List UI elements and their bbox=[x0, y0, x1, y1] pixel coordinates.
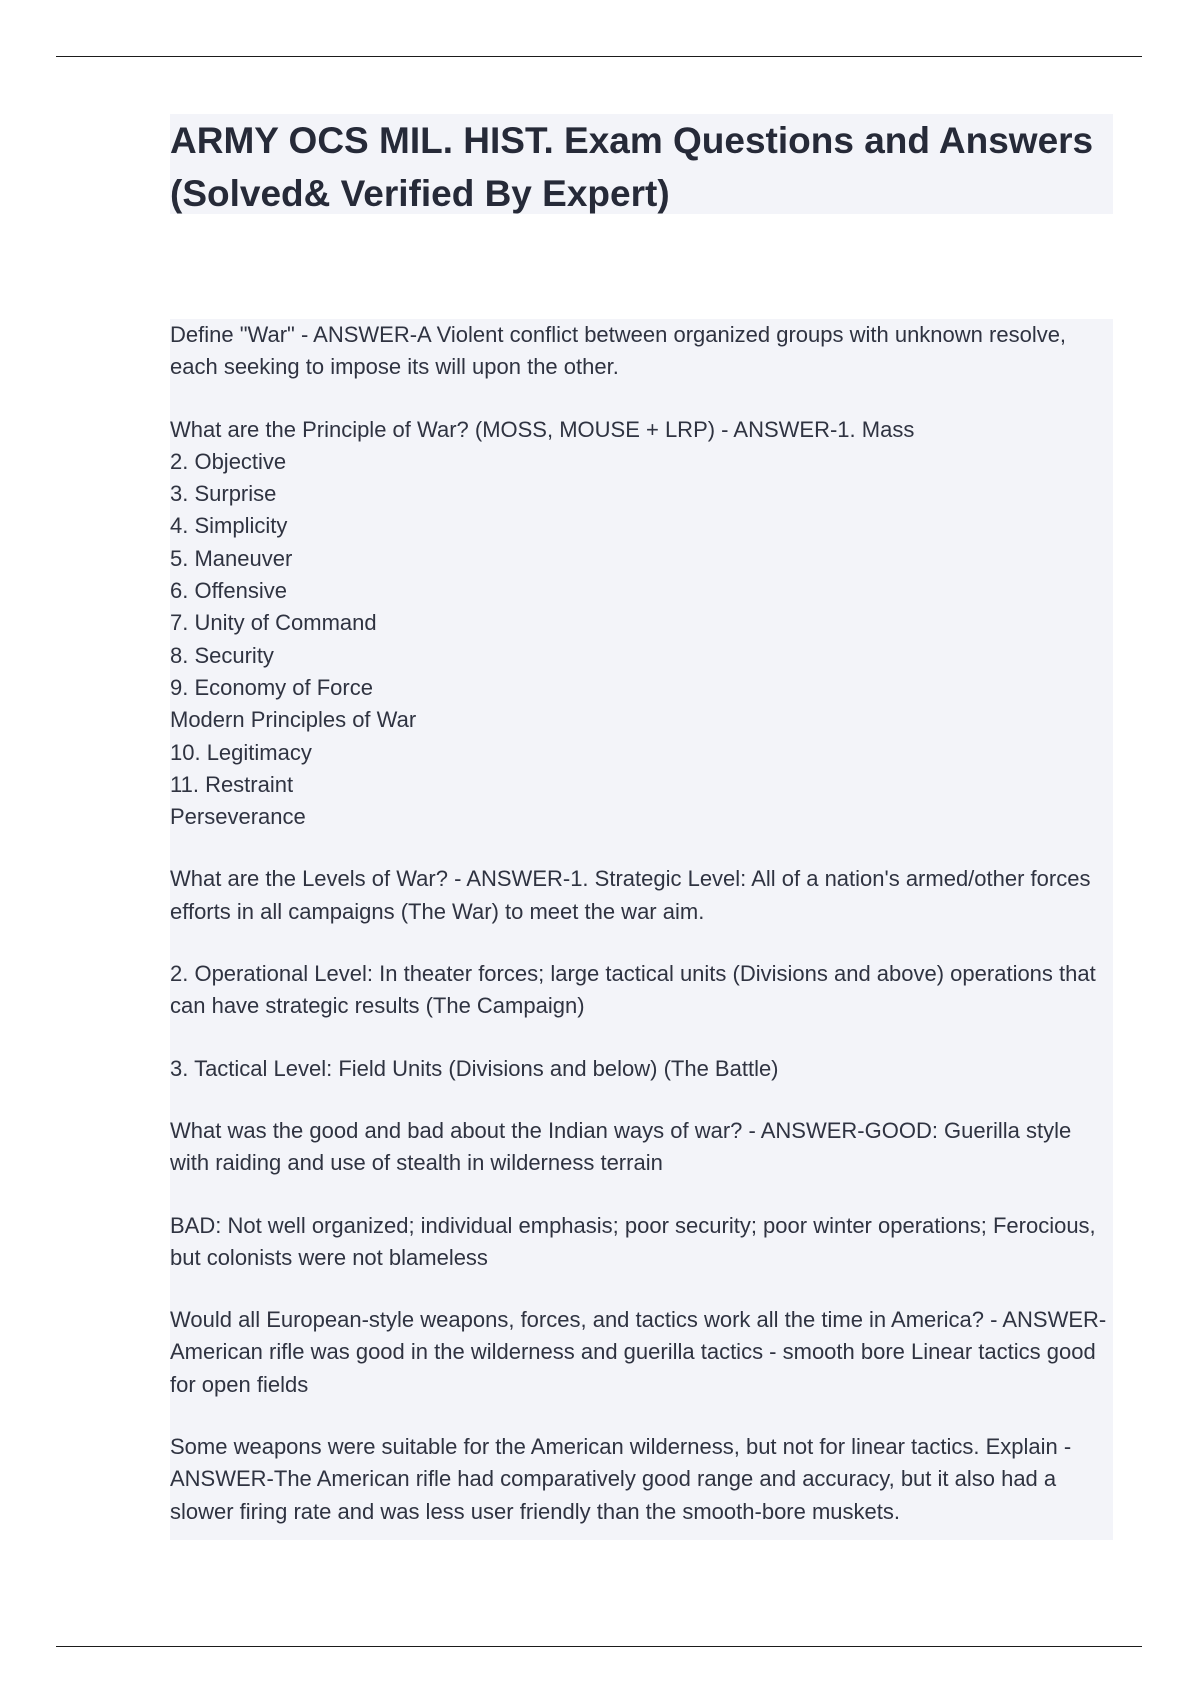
qa-entry bbox=[170, 863, 1113, 928]
qa-entry bbox=[170, 414, 1113, 834]
question-text: What are the Principle of War? (MOSS, MOUSE + LRP) - bbox=[170, 416, 734, 442]
answer-text: ANSWER-GOOD: Guerilla style with raiding and use of stealth in wilderness terrain bbox=[170, 1117, 1072, 1176]
qa-entry bbox=[170, 1115, 1113, 1180]
qa-entry bbox=[170, 1431, 1113, 1528]
answer-text: BAD: Not well organized; individual emphasis; poor security; poor winter operations; Ferocious, but colonists were not blameless bbox=[170, 1212, 1096, 1270]
answer-text: ANSWER-The American rifle had comparatively good range and accuracy, but it also had a slower firing rate and was less user friendly than the smooth-bore muskets. bbox=[170, 1466, 1057, 1524]
question-text: What are the Levels of War? - bbox=[170, 866, 467, 892]
answer-text: ANSWER-American rifle was good in the wilderness and guerilla tactics - smooth bore Linear tactics good for open fields bbox=[170, 1307, 1107, 1397]
question-text: Would all European-style weapons, forces, and tactics work all the time in America? - bbox=[170, 1307, 1003, 1333]
answer-text: 2. Operational Level: In theater forces; large tactical units (Divisions and above) operations that can have strategic results (The Campaign) bbox=[170, 961, 1096, 1019]
answer-text: ANSWER-1. Mass 2. Objective 3. Surprise 4. Simplicity 5. Maneuver 6. Offensive 7. Unity of Command 8. Security 9. Economy of Force Modern Principles of War 10. Legitimacy 11. Restraint Perseverance bbox=[170, 416, 915, 830]
document-title: ARMY OCS MIL. HIST. Exam Questions and Answers (Solved& Verified By Expert) bbox=[170, 120, 1094, 214]
qa-entry bbox=[170, 1053, 1113, 1085]
answer-text: 3. Tactical Level: Field Units (Divisions and below) (The Battle) bbox=[170, 1055, 779, 1081]
qa-content bbox=[170, 319, 1113, 1540]
answer-text: ANSWER-1. Strategic Level: All of a nation's armed/other forces efforts in all campaigns (The War) to meet the war aim. bbox=[170, 866, 1091, 924]
title-block bbox=[170, 114, 1113, 214]
qa-entry bbox=[170, 1210, 1113, 1275]
question-text: What was the good and bad about the Indian ways of war? - bbox=[170, 1117, 761, 1143]
qa-entry bbox=[170, 1304, 1113, 1401]
answer-text: ANSWER-A Violent conflict between organized groups with unknown resolve, each seeking to impose its will upon the other. bbox=[170, 322, 1067, 380]
qa-entry bbox=[170, 319, 1113, 384]
qa-entry bbox=[170, 958, 1113, 1023]
bottom-rule bbox=[56, 1646, 1142, 1647]
top-rule bbox=[56, 56, 1142, 57]
question-text: Some weapons were suitable for the American wilderness, but not for linear tactics. Explain - bbox=[170, 1434, 1072, 1460]
question-text: Define "War" - bbox=[170, 322, 314, 347]
